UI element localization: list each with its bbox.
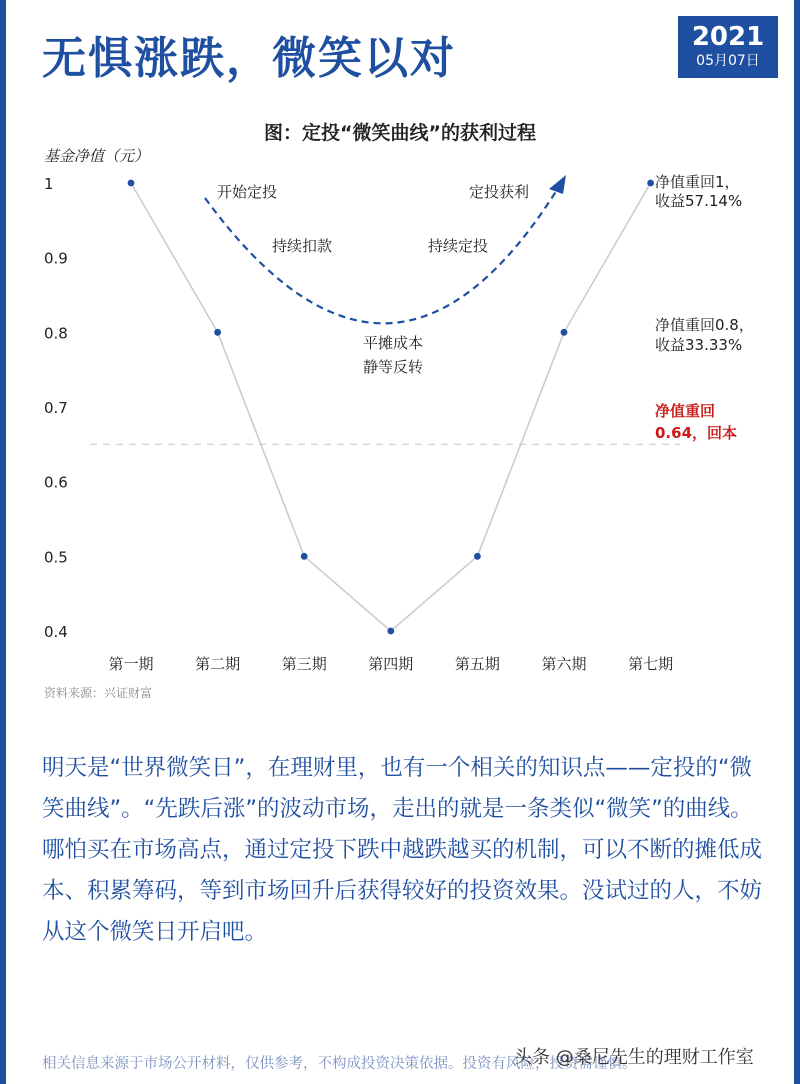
data-point	[647, 180, 654, 187]
date-year: 2021	[691, 22, 765, 52]
x-tick-label: 第七期	[628, 655, 674, 673]
disclaimer: 相关信息来源于市场公开材料，仅供参考，不构成投资决策依据。投资有风险，投资需谨慎。	[42, 1056, 637, 1072]
net-value-line	[131, 183, 651, 631]
y-tick-label: 0.6	[44, 473, 68, 492]
x-tick-label: 第三期	[281, 655, 327, 673]
x-tick-label: 第六期	[541, 655, 587, 673]
y-tick-label: 0.5	[44, 548, 68, 567]
data-point	[128, 180, 135, 187]
date-day: 05月07日	[696, 53, 760, 69]
right-note-1b: 收益57.14%	[655, 192, 743, 210]
chart-title: 图：定投“微笑曲线”的获利过程	[264, 122, 536, 144]
annotation-continue: 持续定投	[428, 237, 489, 255]
right-note-2b: 收益33.33%	[655, 336, 743, 354]
x-tick-label: 第五期	[454, 655, 500, 673]
right-note-2a: 净值重回0.8，	[655, 316, 754, 334]
right-note-1a: 净值重回1，	[655, 173, 740, 191]
y-axis-label: 基金净值（元）	[44, 147, 150, 165]
annotation-start: 开始定投	[217, 183, 278, 201]
y-tick-label: 0.8	[44, 324, 68, 343]
y-tick-label: 0.9	[44, 249, 68, 268]
data-point	[387, 628, 394, 635]
y-tick-label: 1	[44, 175, 54, 193]
x-tick-label: 第二期	[195, 655, 241, 673]
annotation-cost: 平摊成本	[363, 334, 424, 352]
right-note-3a: 净值重回	[655, 402, 716, 420]
x-tick-label: 第四期	[368, 655, 414, 673]
y-tick-label: 0.7	[44, 399, 68, 417]
annotation-profit: 定投获利	[469, 183, 530, 201]
body-paragraph: 明天是“世界微笑日”，在理财里，也有一个相关的知识点——定投的“微笑曲线”。“先跌后涨”的波动市场，走出的就是一条类似“微笑”的曲线。哪怕买在市场高点，通过定投下跌中越跌越买的机制，可以不断的摊低成本、积累筹码，等到市场回升后获得较好的投资效果。没试过的人，不妨从这个微笑日开启吧。	[42, 755, 763, 945]
data-point	[474, 553, 481, 560]
source-note: 资料来源：兴证财富	[44, 686, 153, 700]
data-point	[301, 553, 308, 560]
watermark: 头条 @桑尼先生的理财工作室	[514, 1047, 754, 1068]
smile-dashed-curve	[205, 185, 560, 323]
x-tick-label: 第一期	[108, 655, 154, 673]
arrow-head-icon	[549, 175, 566, 194]
page-title: 无惧涨跌，微笑以对	[42, 33, 456, 84]
data-point	[214, 329, 221, 336]
annotation-deduct: 持续扣款	[272, 237, 333, 255]
right-note-3b: 0.64，回本	[655, 424, 738, 442]
y-tick-label: 0.4	[44, 623, 68, 641]
data-point	[561, 329, 568, 336]
annotation-wait: 静等反转	[363, 358, 424, 376]
